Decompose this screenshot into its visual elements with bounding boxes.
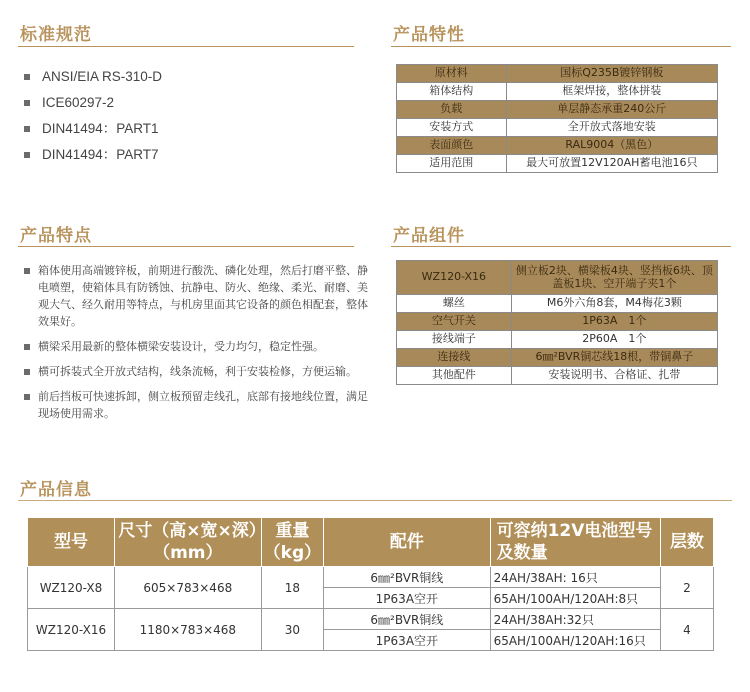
weight-cell: 18 <box>261 567 323 609</box>
feature-item <box>24 363 369 380</box>
weight-cell: 30 <box>261 609 323 651</box>
property-row <box>397 137 718 155</box>
standards-title: 标准规范 <box>20 25 92 45</box>
info-divider <box>18 500 732 501</box>
component-label: 螺丝 <box>397 295 512 313</box>
property-row <box>397 101 718 119</box>
feature-item <box>24 388 369 422</box>
header-weight: 重量（kg） <box>261 518 323 567</box>
component-value: 安装说明书、合格证、扎带 <box>511 367 717 385</box>
components-title: 产品组件 <box>393 226 465 246</box>
component-row <box>397 331 718 349</box>
components-table <box>396 260 718 385</box>
property-label: 安装方式 <box>397 119 507 137</box>
component-row <box>397 261 718 295</box>
standard-text: DIN41494：PART1 <box>42 121 159 136</box>
standard-item <box>24 142 344 168</box>
component-value: M6外六角8套，M4梅花3颗 <box>511 295 717 313</box>
bullet-icon <box>24 74 30 80</box>
properties-table <box>396 64 718 173</box>
info-title: 产品信息 <box>20 480 92 500</box>
property-row <box>397 119 718 137</box>
component-row <box>397 295 718 313</box>
header-layers: 层数 <box>660 518 713 567</box>
property-value: 国标Q235B镀锌钢板 <box>506 65 717 83</box>
component-row <box>397 367 718 385</box>
feature-text: 箱体使用高端镀锌板，前期进行酸洗、磷化处理，然后打磨平整、静电喷塑，使箱体具有防锈蚀、抗静电、防火、绝缘、柔光、耐磨、美观大气、经久耐用等特点，与机房里面其它设备的颜色相配套，整体效果好。 <box>38 264 368 328</box>
component-row <box>397 349 718 367</box>
feature-text: 前后挡板可快速拆卸，侧立板预留走线孔，底部有接地线位置，满足现场使用需求。 <box>38 390 368 420</box>
battery-cell: 24AH/38AH: 16只 <box>490 567 660 588</box>
product-info-table <box>27 517 714 651</box>
property-value: 单层静态承重240公斤 <box>506 101 717 119</box>
component-row <box>397 313 718 331</box>
model-cell: WZ120-X8 <box>28 567 115 609</box>
features-divider <box>18 246 354 247</box>
property-row <box>397 65 718 83</box>
property-value: 全开放式落地安装 <box>506 119 717 137</box>
property-value: RAL9004（黑色） <box>506 137 717 155</box>
component-value: 侧立板2块、横梁板4块、竖挡板6块、顶盖板1块、空开端子夹1个 <box>511 261 717 295</box>
size-cell: 605×783×468 <box>114 567 261 609</box>
bullet-icon <box>24 152 30 158</box>
parts-cell: 1P63A空开 <box>324 588 490 609</box>
model-cell: WZ120-X16 <box>28 609 115 651</box>
standards-list <box>24 64 344 168</box>
property-label: 箱体结构 <box>397 83 507 101</box>
component-label: WZ120-X16 <box>397 261 512 295</box>
bullet-icon <box>24 344 30 350</box>
property-value: 最大可放置12V120AH蓄电池16只 <box>506 155 717 173</box>
component-label: 空气开关 <box>397 313 512 331</box>
feature-text: 横梁采用最新的整体横梁安装设计，受力均匀，稳定性强。 <box>38 340 324 353</box>
features-title: 产品特点 <box>20 226 92 246</box>
header-size: 尺寸（高×宽×深）（mm） <box>114 518 261 567</box>
property-label: 表面颜色 <box>397 137 507 155</box>
layers-cell: 4 <box>660 609 713 651</box>
layers-cell: 2 <box>660 567 713 609</box>
property-label: 原材料 <box>397 65 507 83</box>
bullet-icon <box>24 369 30 375</box>
header-battery: 可容纳12V电池型号及数量 <box>490 518 660 567</box>
feature-text: 横可拆装式全开放式结构，线条流畅，利于安装检修，方便运输。 <box>38 365 357 378</box>
battery-cell: 65AH/100AH/120AH:8只 <box>490 588 660 609</box>
size-cell: 1180×783×468 <box>114 609 261 651</box>
property-label: 适用范围 <box>397 155 507 173</box>
header-model: 型号 <box>28 518 115 567</box>
standard-item <box>24 90 344 116</box>
property-row <box>397 155 718 173</box>
bullet-icon <box>24 394 30 400</box>
standard-text: ICE60297-2 <box>42 95 115 110</box>
component-label: 连接线 <box>397 349 512 367</box>
component-value: 6㎜²BVR铜芯线18根，带铜鼻子 <box>511 349 717 367</box>
header-parts: 配件 <box>324 518 490 567</box>
parts-cell: 6㎜²BVR铜线 <box>324 609 490 630</box>
table-row <box>28 567 714 588</box>
standard-text: ANSI/EIA RS-310-D <box>42 69 163 84</box>
components-divider <box>391 246 731 247</box>
battery-cell: 24AH/38AH:32只 <box>490 609 660 630</box>
component-label: 接线端子 <box>397 331 512 349</box>
feature-item <box>24 338 369 355</box>
bullet-icon <box>24 100 30 106</box>
bullet-icon <box>24 126 30 132</box>
standard-item <box>24 64 344 90</box>
table-row <box>28 609 714 630</box>
standard-text: DIN41494：PART7 <box>42 147 159 162</box>
parts-cell: 6㎜²BVR铜线 <box>324 567 490 588</box>
component-value: 2P60A 1个 <box>511 331 717 349</box>
component-value: 1P63A 1个 <box>511 313 717 331</box>
component-label: 其他配件 <box>397 367 512 385</box>
battery-cell: 65AH/100AH/120AH:16只 <box>490 630 660 651</box>
features-list <box>24 262 369 430</box>
standards-divider <box>18 46 354 47</box>
property-value: 框架焊接，整体拼装 <box>506 83 717 101</box>
property-label: 负载 <box>397 101 507 119</box>
property-row <box>397 83 718 101</box>
properties-divider <box>391 46 731 47</box>
feature-item <box>24 262 369 330</box>
standard-item <box>24 116 344 142</box>
properties-title: 产品特性 <box>393 25 465 45</box>
parts-cell: 1P63A空开 <box>324 630 490 651</box>
info-header-row <box>28 518 714 567</box>
bullet-icon <box>24 268 30 274</box>
